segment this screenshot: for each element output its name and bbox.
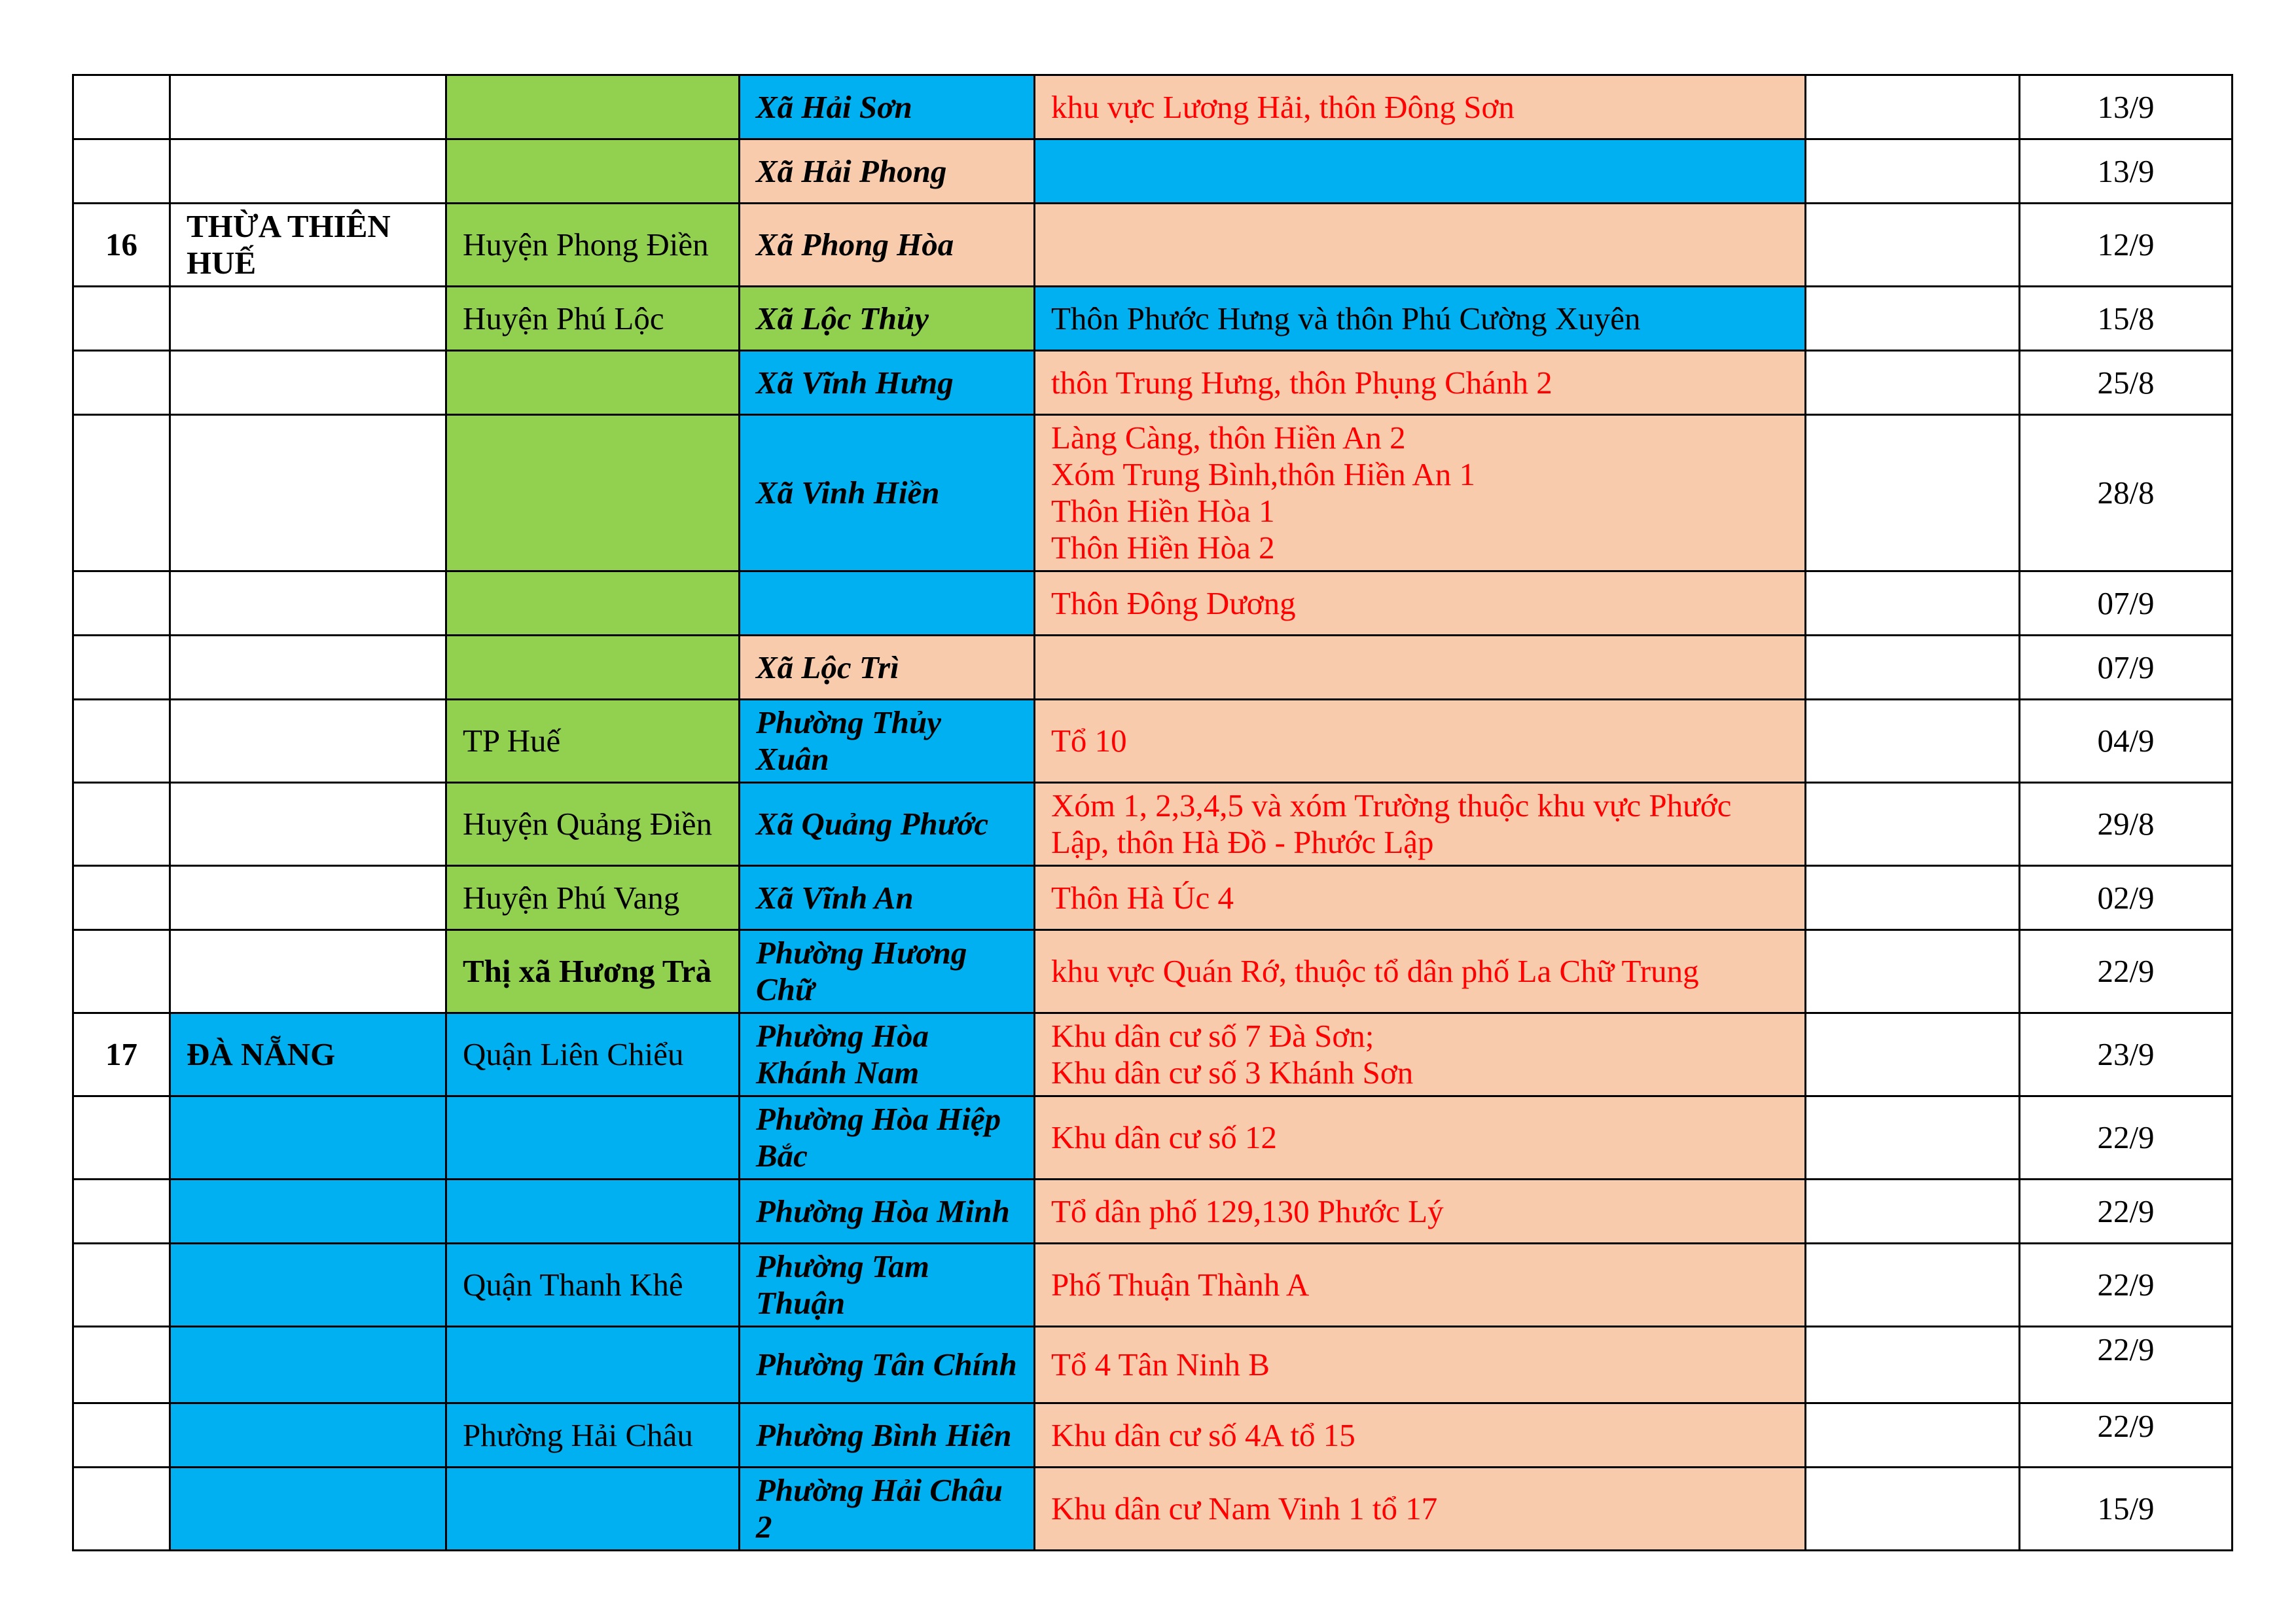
date-cell: 13/9: [2020, 139, 2233, 204]
empty-cell: [1806, 1180, 2020, 1244]
province-cell: ĐÀ NẴNG: [170, 1013, 446, 1096]
area-line: Khu dân cư số 3 Khánh Sơn: [1051, 1055, 1414, 1091]
empty-cell: [1806, 1327, 2020, 1403]
area-cell: [1035, 636, 1806, 700]
area-cell: [1035, 415, 1806, 571]
commune-cell: Xã Hải Phong: [740, 139, 1035, 204]
district-cell: [446, 139, 740, 204]
empty-cell: [1806, 75, 2020, 139]
area-cell: [1035, 351, 1806, 415]
province-cell: [170, 571, 446, 636]
province-cell: [170, 287, 446, 351]
date-cell: 23/9: [2020, 1013, 2233, 1096]
empty-cell: [1806, 700, 2020, 783]
area-cell: [1035, 700, 1806, 783]
stt-cell: [73, 1403, 170, 1468]
date-cell: 15/9: [2020, 1468, 2233, 1551]
area-line: Khu dân cư số 7 Đà Sơn;: [1051, 1018, 1374, 1054]
area-line: thôn Trung Hưng, thôn Phụng Chánh 2: [1051, 364, 1552, 401]
province-cell: [170, 1403, 446, 1468]
district-cell: Huyện Phong Điền: [446, 204, 740, 287]
province-cell: [170, 75, 446, 139]
area-line: Làng Càng, thôn Hiền An 2: [1051, 420, 1406, 456]
district-cell: [446, 1327, 740, 1403]
empty-cell: [1806, 139, 2020, 204]
table-row: [73, 783, 2233, 866]
district-cell: Huyện Phú Lộc: [446, 287, 740, 351]
stt-cell: [73, 139, 170, 204]
district-cell: Thị xã Hương Trà: [446, 930, 740, 1013]
commune-cell: Phường Tam Thuận: [740, 1244, 1035, 1327]
area-line: Tổ 4 Tân Ninh B: [1051, 1346, 1270, 1382]
stt-cell: [73, 700, 170, 783]
district-cell: Quận Liên Chiểu: [446, 1013, 740, 1096]
area-cell: [1035, 1096, 1806, 1180]
area-cell: [1035, 204, 1806, 287]
district-cell: [446, 1180, 740, 1244]
area-line: Thôn Phước Hưng và thôn Phú Cường Xuyên: [1051, 300, 1641, 336]
table-row: [73, 139, 2233, 204]
commune-cell: Xã Vinh Hiền: [740, 415, 1035, 571]
area-cell: [1035, 1013, 1806, 1096]
date-cell: 12/9: [2020, 204, 2233, 287]
date-cell: 28/8: [2020, 415, 2233, 571]
date-cell: 22/9: [2020, 1327, 2233, 1403]
date-cell: 25/8: [2020, 351, 2233, 415]
date-cell: 29/8: [2020, 783, 2233, 866]
district-cell: Huyện Phú Vang: [446, 866, 740, 930]
empty-cell: [1806, 1403, 2020, 1468]
table-row: [73, 1180, 2233, 1244]
area-cell: [1035, 571, 1806, 636]
commune-cell: Phường Tân Chính: [740, 1327, 1035, 1403]
empty-cell: [1806, 866, 2020, 930]
date-cell: 22/9: [2020, 1403, 2233, 1468]
table-row: [73, 1013, 2233, 1096]
covid-area-table: [72, 74, 2233, 1551]
area-line: Tổ 10: [1051, 723, 1127, 759]
table-row: [73, 75, 2233, 139]
stt-cell: [73, 1244, 170, 1327]
area-cell: [1035, 1327, 1806, 1403]
table-row: [73, 930, 2233, 1013]
empty-cell: [1806, 1096, 2020, 1180]
stt-cell: [73, 636, 170, 700]
province-cell: THỪA THIÊN HUẾ: [170, 204, 446, 287]
commune-cell: Xã Quảng Phước: [740, 783, 1035, 866]
area-line: Thôn Hà Úc 4: [1051, 879, 1234, 916]
area-line: Thôn Hiền Hòa 1: [1051, 493, 1275, 529]
empty-cell: [1806, 287, 2020, 351]
stt-cell: 17: [73, 1013, 170, 1096]
table-row: [73, 571, 2233, 636]
province-cell: [170, 1180, 446, 1244]
empty-cell: [1806, 930, 2020, 1013]
stt-cell: [73, 1096, 170, 1180]
stt-cell: [73, 571, 170, 636]
province-cell: [170, 1244, 446, 1327]
date-cell: 13/9: [2020, 75, 2233, 139]
area-cell: [1035, 930, 1806, 1013]
commune-cell: Xã Lộc Trì: [740, 636, 1035, 700]
table-row: [73, 1244, 2233, 1327]
stt-cell: [73, 287, 170, 351]
table-row: [73, 866, 2233, 930]
area-line: Khu dân cư số 12: [1051, 1119, 1278, 1155]
empty-cell: [1806, 571, 2020, 636]
area-line: khu vực Lương Hải, thôn Đông Sơn: [1051, 88, 1515, 125]
table-body: [73, 75, 2233, 1551]
date-cell: 15/8: [2020, 287, 2233, 351]
table-row: [73, 351, 2233, 415]
commune-cell: Phường Bình Hiên: [740, 1403, 1035, 1468]
district-cell: Phường Hải Châu: [446, 1403, 740, 1468]
empty-cell: [1806, 1468, 2020, 1551]
stt-cell: [73, 1180, 170, 1244]
area-cell: [1035, 866, 1806, 930]
province-cell: [170, 139, 446, 204]
area-line: Phố Thuận Thành A: [1051, 1267, 1310, 1303]
empty-cell: [1806, 1013, 2020, 1096]
district-cell: TP Huế: [446, 700, 740, 783]
province-cell: [170, 636, 446, 700]
stt-cell: [73, 1327, 170, 1403]
province-cell: [170, 415, 446, 571]
province-cell: [170, 351, 446, 415]
area-cell: [1035, 1468, 1806, 1551]
commune-cell: Phường Thủy Xuân: [740, 700, 1035, 783]
table-row: [73, 1096, 2233, 1180]
table-row: [73, 1403, 2233, 1468]
area-cell: [1035, 75, 1806, 139]
district-cell: Huyện Quảng Điền: [446, 783, 740, 866]
stt-cell: 16: [73, 204, 170, 287]
area-cell: [1035, 1244, 1806, 1327]
area-line: Thôn Đông Dương: [1051, 585, 1296, 621]
district-cell: [446, 1096, 740, 1180]
area-cell: [1035, 1180, 1806, 1244]
empty-cell: [1806, 204, 2020, 287]
province-cell: [170, 700, 446, 783]
stt-cell: [73, 351, 170, 415]
empty-cell: [1806, 636, 2020, 700]
date-cell: 22/9: [2020, 930, 2233, 1013]
table-row: [73, 1327, 2233, 1403]
empty-cell: [1806, 783, 2020, 866]
date-cell: 02/9: [2020, 866, 2233, 930]
commune-cell: Xã Phong Hòa: [740, 204, 1035, 287]
area-line: khu vực Quán Rớ, thuộc tổ dân phố La Chữ Trung: [1051, 953, 1699, 989]
area-line: Thôn Hiền Hòa 2: [1051, 530, 1275, 566]
date-cell: 04/9: [2020, 700, 2233, 783]
commune-cell: Phường Hòa Hiệp Bắc: [740, 1096, 1035, 1180]
date-cell: 07/9: [2020, 571, 2233, 636]
table-row: [73, 204, 2233, 287]
area-cell: [1035, 139, 1806, 204]
empty-cell: [1806, 1244, 2020, 1327]
commune-cell: Phường Hòa Minh: [740, 1180, 1035, 1244]
table-row: [73, 287, 2233, 351]
date-cell: 22/9: [2020, 1244, 2233, 1327]
date-cell: 22/9: [2020, 1180, 2233, 1244]
district-cell: [446, 75, 740, 139]
province-cell: [170, 783, 446, 866]
area-line: Khu dân cư số 4A tổ 15: [1051, 1416, 1355, 1453]
area-line: Khu dân cư Nam Vinh 1 tổ 17: [1051, 1490, 1438, 1526]
commune-cell: Xã Hải Sơn: [740, 75, 1035, 139]
date-cell: 22/9: [2020, 1096, 2233, 1180]
table-row: [73, 415, 2233, 571]
stt-cell: [73, 783, 170, 866]
stt-cell: [73, 866, 170, 930]
district-cell: Quận Thanh Khê: [446, 1244, 740, 1327]
commune-cell: Phường Hương Chữ: [740, 930, 1035, 1013]
commune-cell: Xã Vĩnh Hưng: [740, 351, 1035, 415]
district-cell: [446, 571, 740, 636]
district-cell: [446, 415, 740, 571]
commune-cell: [740, 571, 1035, 636]
district-cell: [446, 1468, 740, 1551]
district-cell: [446, 636, 740, 700]
area-cell: [1035, 783, 1806, 866]
province-cell: [170, 1327, 446, 1403]
area-line: Tổ dân phố 129,130 Phước Lý: [1051, 1193, 1444, 1229]
area-cell: [1035, 287, 1806, 351]
empty-cell: [1806, 415, 2020, 571]
province-cell: [170, 866, 446, 930]
area-line: Xóm 1, 2,3,4,5 và xóm Trường thuộc khu vực Phước Lập, thôn Hà Đồ - Phước Lập: [1051, 787, 1732, 860]
date-cell: 07/9: [2020, 636, 2233, 700]
stt-cell: [73, 930, 170, 1013]
district-cell: [446, 351, 740, 415]
table-row: [73, 1468, 2233, 1551]
commune-cell: Xã Vĩnh An: [740, 866, 1035, 930]
commune-cell: Phường Hải Châu 2: [740, 1468, 1035, 1551]
area-cell: [1035, 1403, 1806, 1468]
commune-cell: Phường Hòa Khánh Nam: [740, 1013, 1035, 1096]
province-cell: [170, 1096, 446, 1180]
table-row: [73, 700, 2233, 783]
province-cell: [170, 1468, 446, 1551]
area-line: Xóm Trung Bình,thôn Hiền An 1: [1051, 456, 1475, 492]
table-row: [73, 636, 2233, 700]
province-cell: [170, 930, 446, 1013]
stt-cell: [73, 75, 170, 139]
empty-cell: [1806, 351, 2020, 415]
stt-cell: [73, 415, 170, 571]
stt-cell: [73, 1468, 170, 1551]
commune-cell: Xã Lộc Thủy: [740, 287, 1035, 351]
